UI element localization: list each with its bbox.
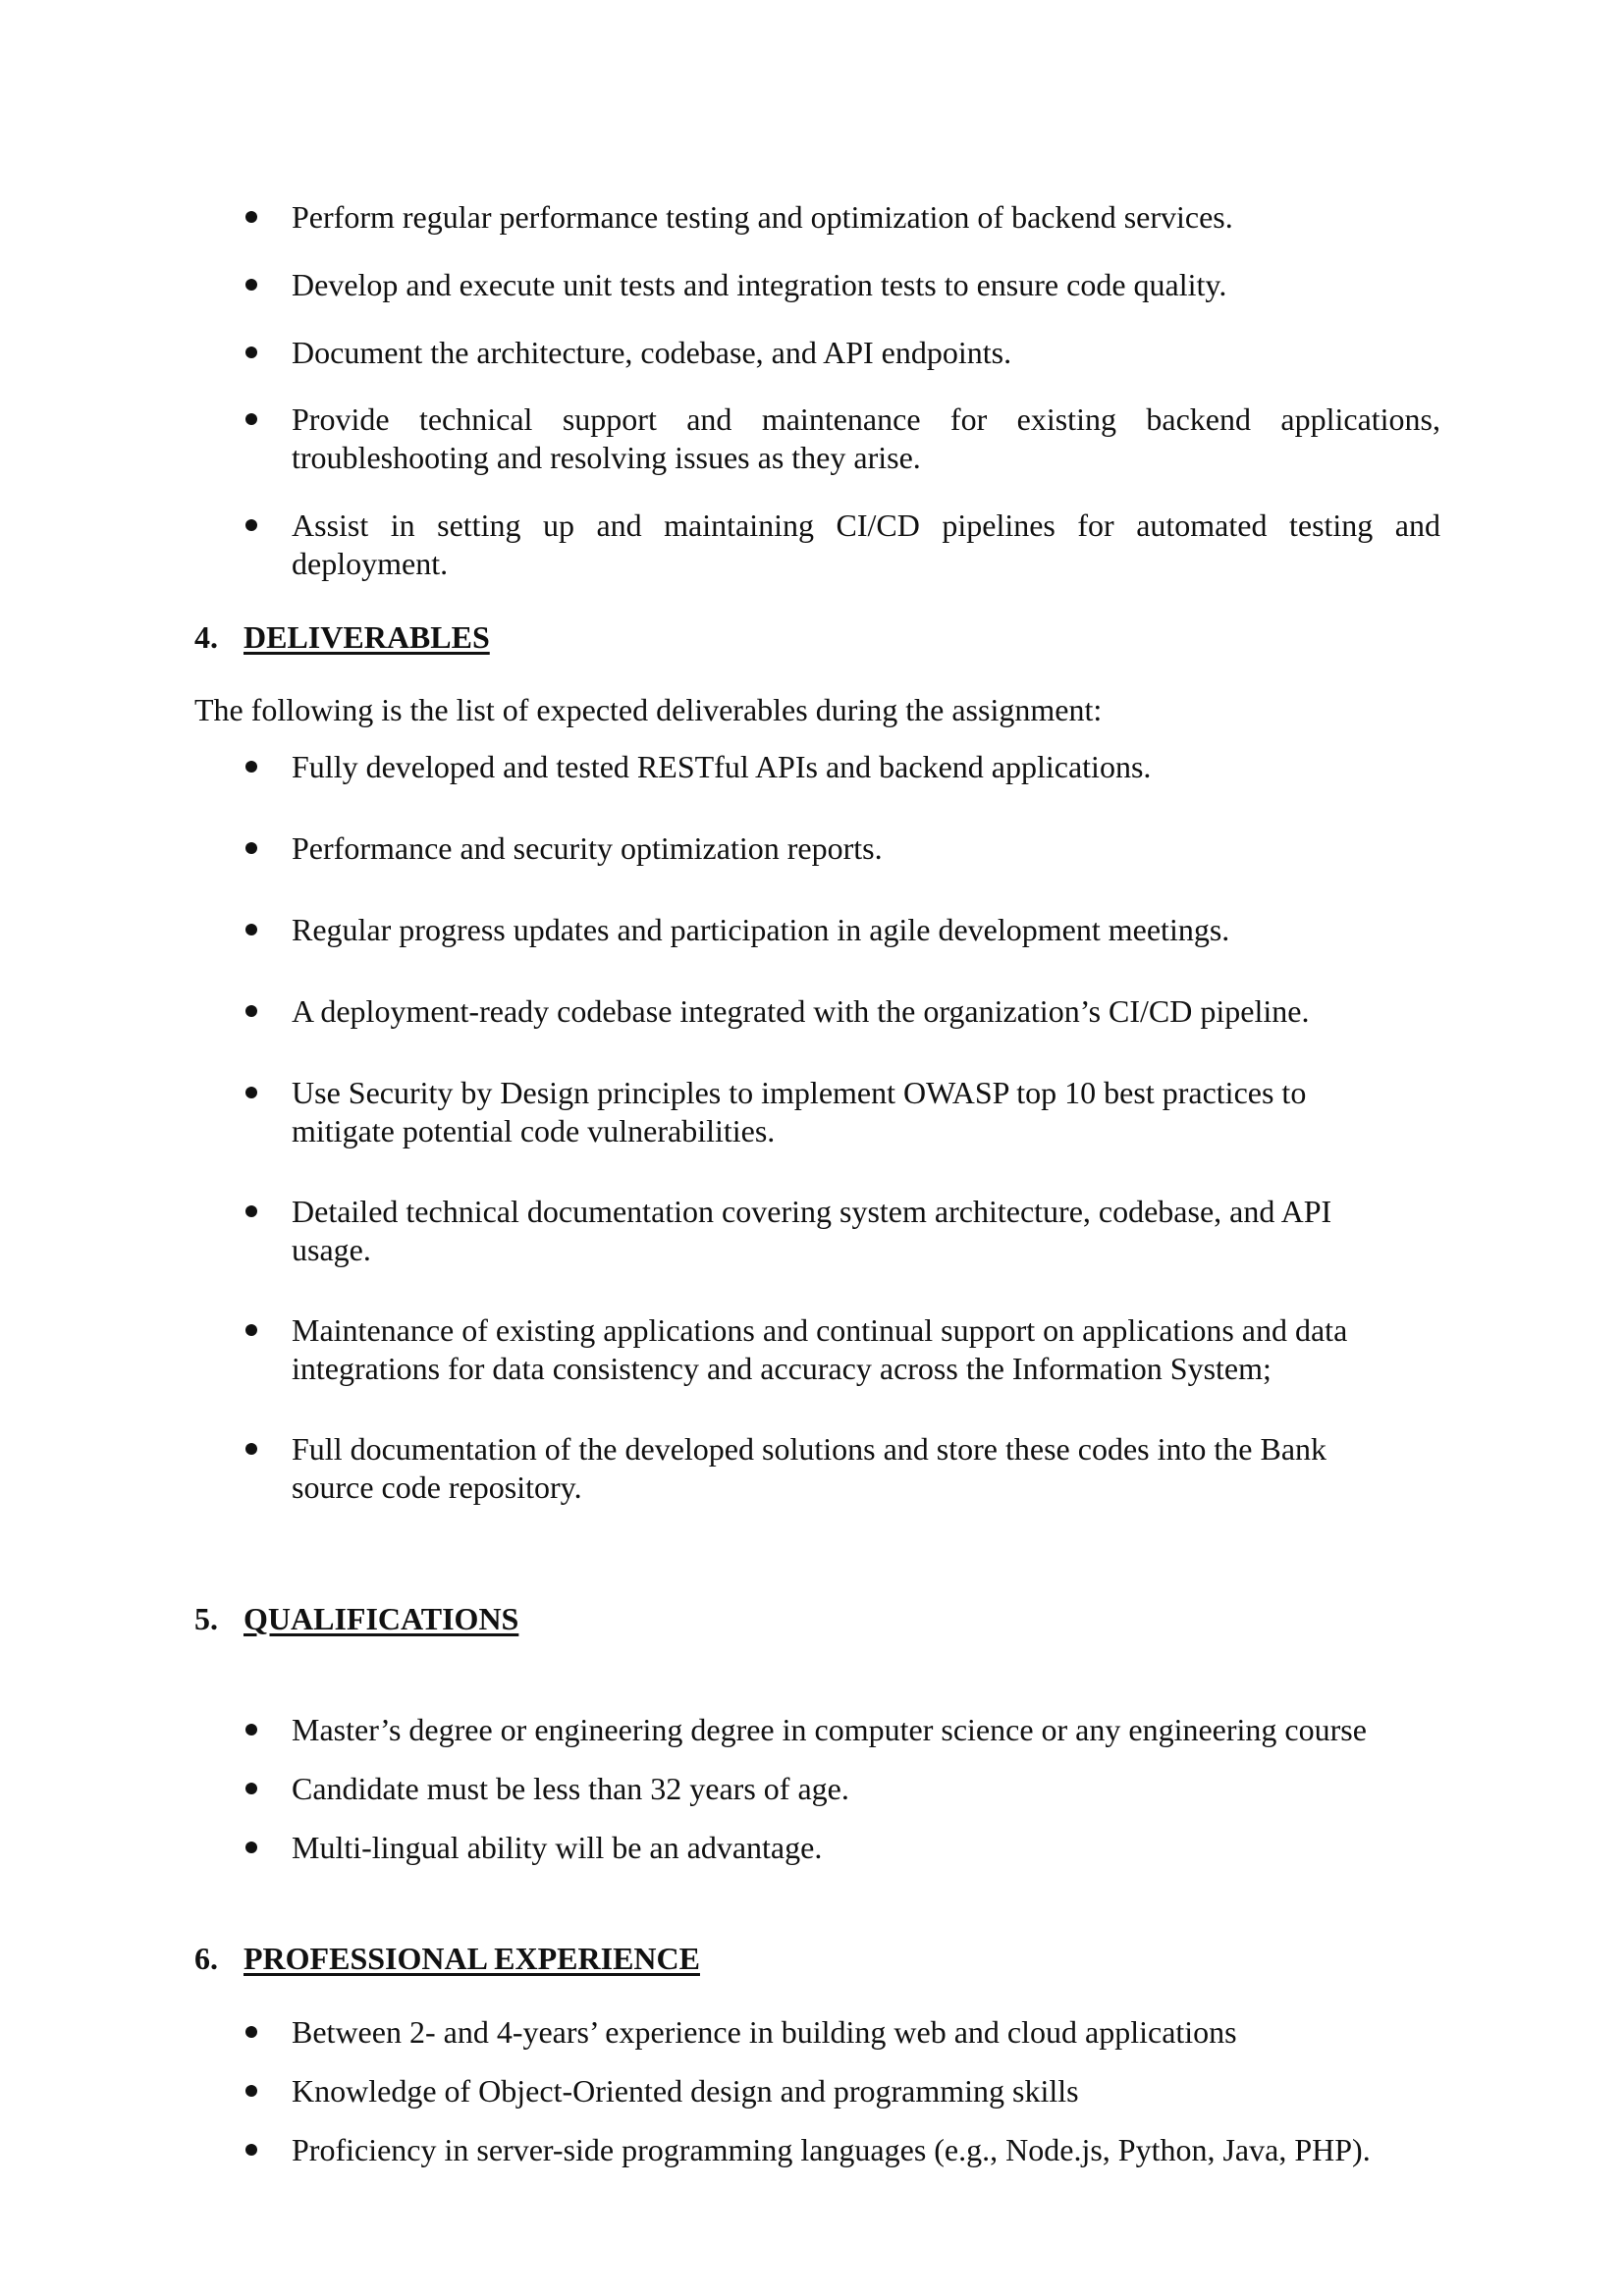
list-item: Provide technical support and maintenance for existing backend applications, troubleshooting and resolving issues as they arise. [292, 401, 1440, 475]
list-item: Detailed technical documentation covering system architecture, codebase, and API usage. [292, 1194, 1332, 1267]
bullet-marker [245, 211, 257, 223]
list-item: Fully developed and tested RESTful APIs and backend applications. [292, 749, 1152, 784]
section-number: 4. [194, 619, 218, 655]
bullet-marker [245, 1842, 257, 1853]
list-item: Performance and security optimization reports. [292, 830, 883, 866]
list-item: Multi-lingual ability will be an advantage. [292, 1830, 823, 1865]
list-item: Assist in setting up and maintaining CI/CD pipelines for automated testing and deployment. [292, 507, 1440, 581]
bullet-marker [245, 1005, 257, 1017]
list-item: Master’s degree or engineering degree in computer science or any engineering course [292, 1712, 1367, 1747]
bullet-marker [245, 2144, 257, 2156]
section-heading-experience [194, 1940, 700, 1978]
bullet-marker [245, 413, 257, 425]
list-item: Document the architecture, codebase, and API endpoints. [292, 335, 1012, 370]
list-item: Candidate must be less than 32 years of age. [292, 1771, 849, 1806]
bullet-marker [245, 924, 257, 935]
bullet-marker [245, 519, 257, 531]
list-item: Perform regular performance testing and optimization of backend services. [292, 199, 1233, 235]
bullet-marker [245, 2085, 257, 2097]
bullet-marker [245, 761, 257, 773]
section-title: PROFESSIONAL EXPERIENCE [244, 1941, 700, 1976]
section-number: 5. [194, 1601, 218, 1636]
bullet-marker [245, 1205, 257, 1217]
section-heading-deliverables [194, 618, 490, 657]
list-item: Full documentation of the developed solutions and store these codes into the Bank source code repository. [292, 1431, 1327, 1505]
bullet-marker [245, 1087, 257, 1098]
bullet-marker [245, 279, 257, 291]
bullet-marker [245, 347, 257, 358]
section-number: 6. [194, 1941, 218, 1976]
section-title: QUALIFICATIONS [244, 1601, 519, 1636]
bullet-marker [245, 1724, 257, 1735]
bullet-marker [245, 1324, 257, 1336]
bullet-marker [245, 842, 257, 854]
list-item: Regular progress updates and participation in agile development meetings. [292, 912, 1230, 947]
list-item: Proficiency in server-side programming languages (e.g., Node.js, Python, Java, PHP). [292, 2132, 1371, 2167]
list-item: Knowledge of Object-Oriented design and programming skills [292, 2073, 1079, 2109]
list-item: A deployment-ready codebase integrated with the organization’s CI/CD pipeline. [292, 993, 1310, 1029]
list-item: Develop and execute unit tests and integration tests to ensure code quality. [292, 267, 1227, 302]
bullet-marker [245, 1783, 257, 1794]
section-title: DELIVERABLES [244, 619, 490, 655]
section-heading-qualifications [194, 1600, 518, 1638]
bullet-marker [245, 2026, 257, 2038]
list-item: Maintenance of existing applications and continual support on applications and data integrations for data consistency and accuracy across the Information System; [292, 1312, 1348, 1386]
deliverables-intro: The following is the list of expected deliverables during the assignment: [194, 692, 1103, 727]
list-item: Use Security by Design principles to implement OWASP top 10 best practices to mitigate potential code vulnerabilities. [292, 1075, 1307, 1148]
list-item: Between 2- and 4-years’ experience in building web and cloud applications [292, 2014, 1237, 2050]
bullet-marker [245, 1443, 257, 1455]
